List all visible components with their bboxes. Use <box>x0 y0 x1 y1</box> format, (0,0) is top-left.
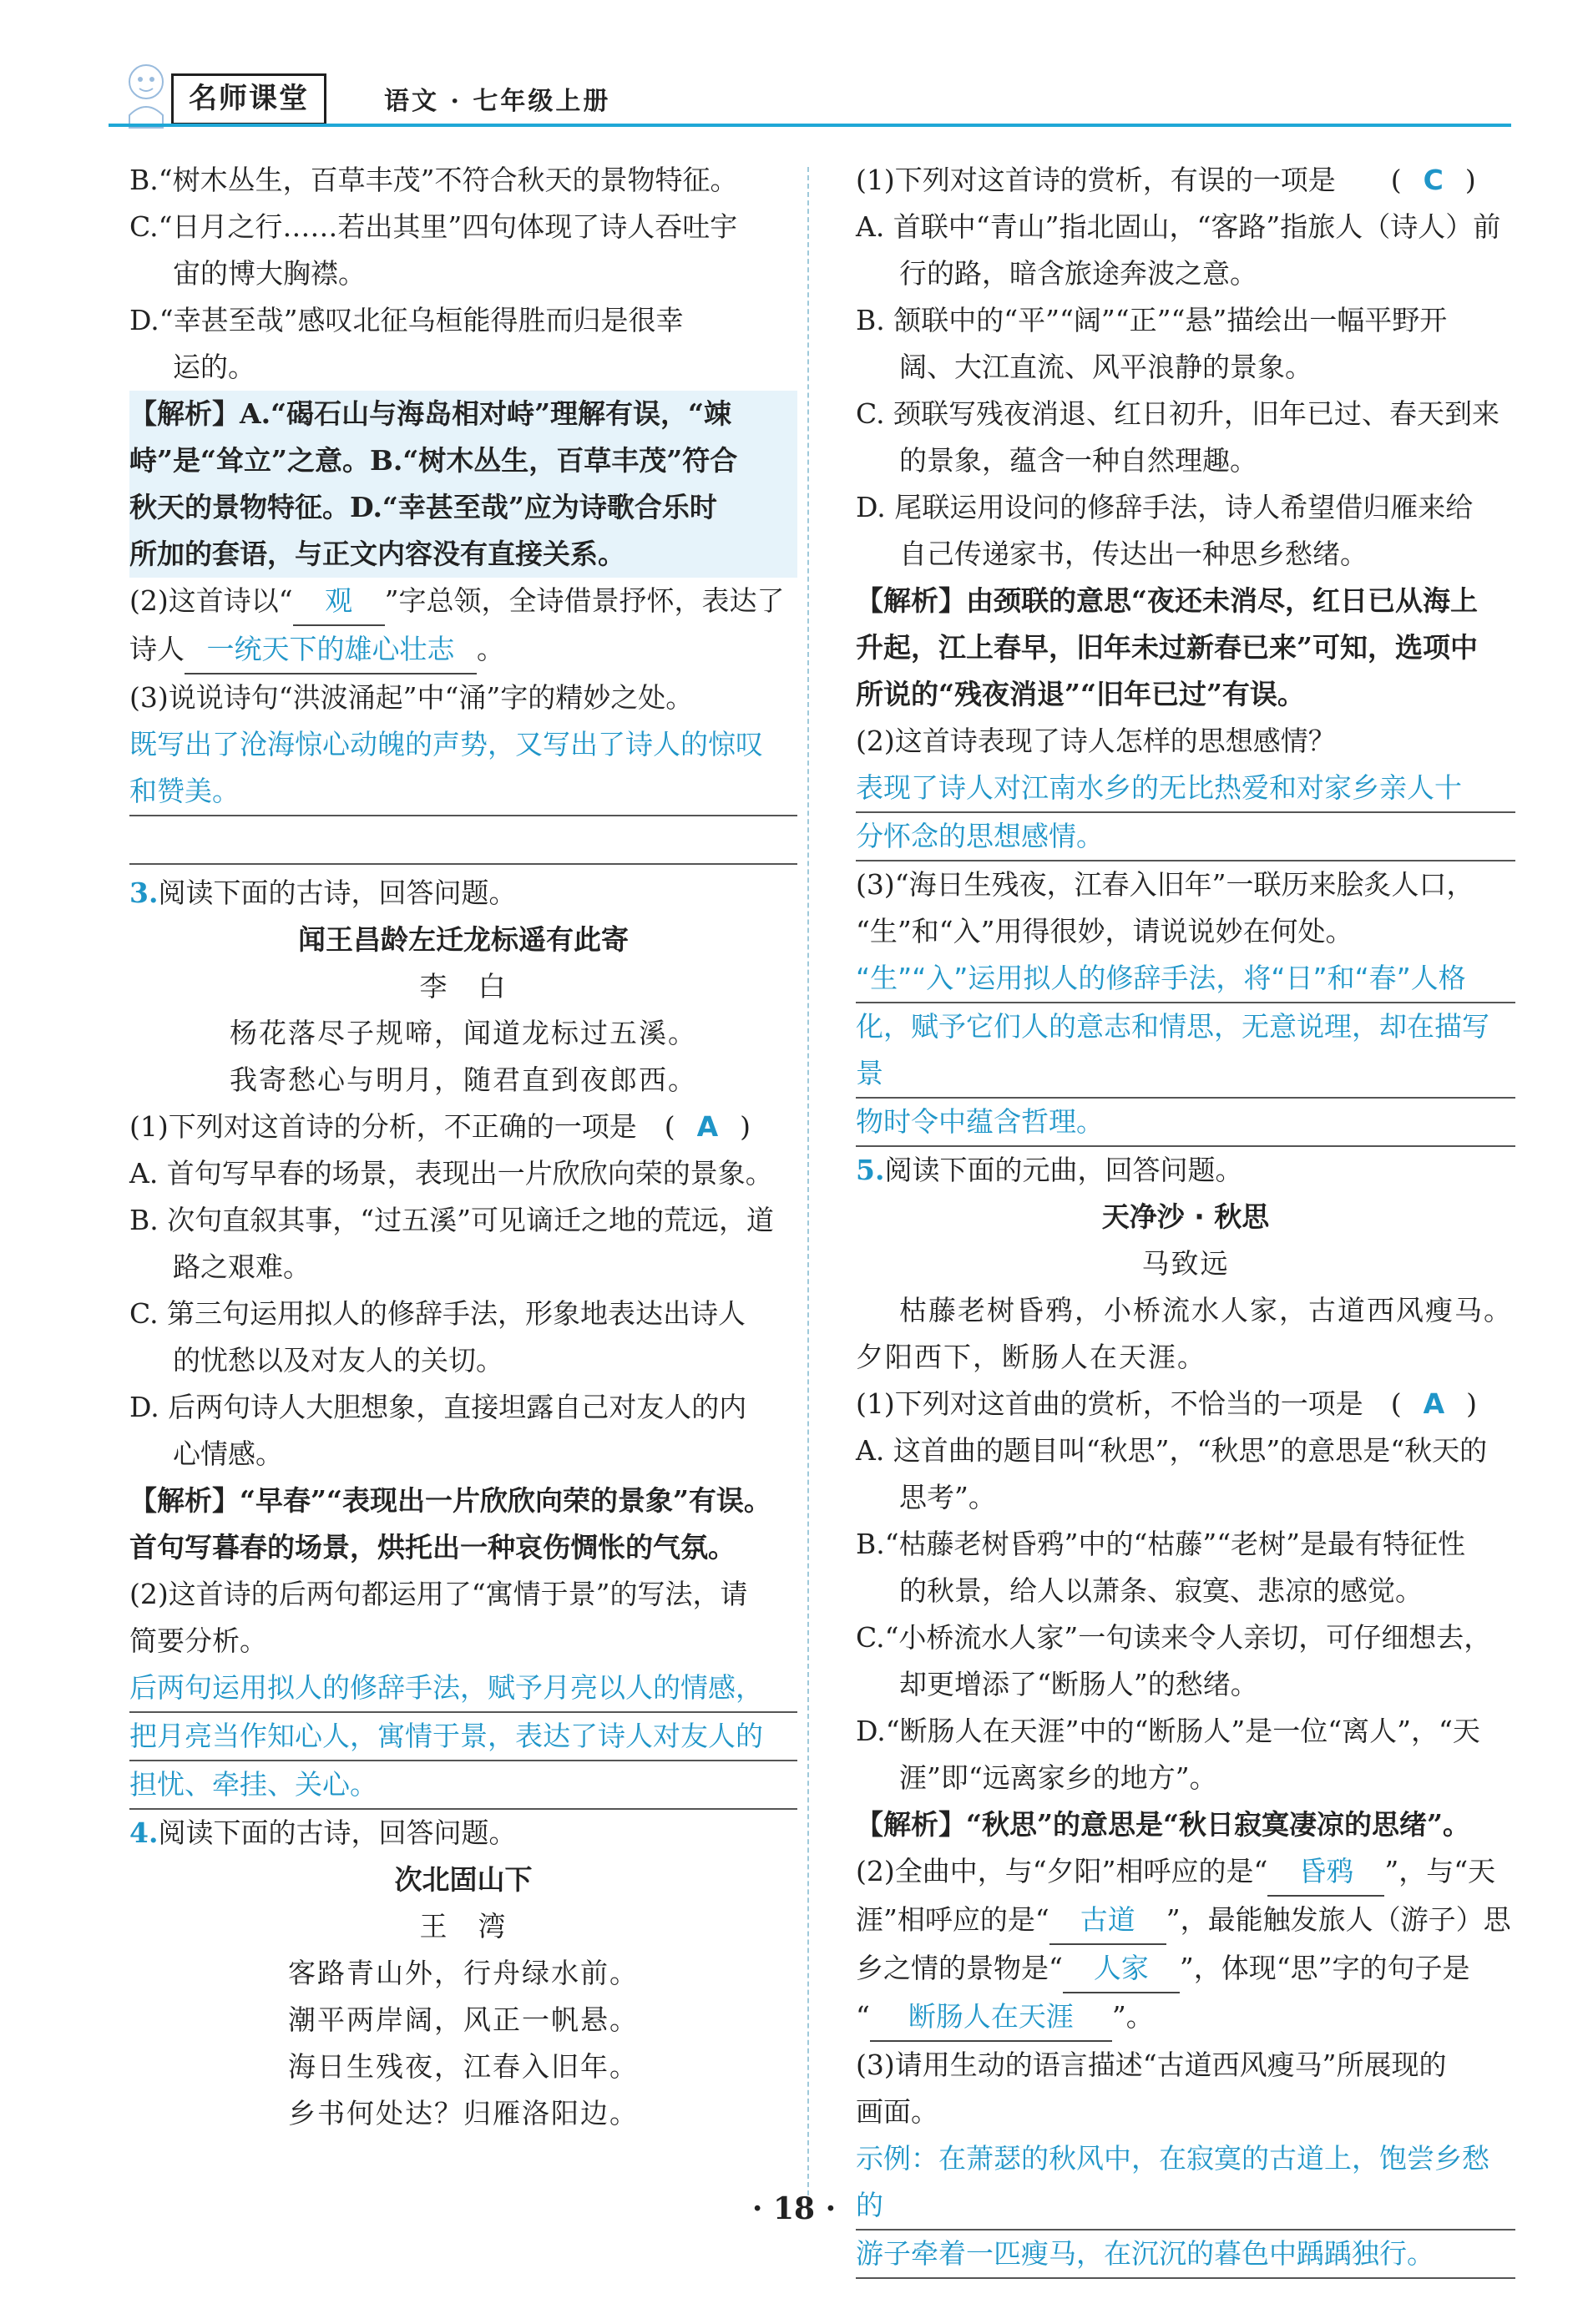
q3-option-b: B. 次句直叙其事，“过五溪”可见谪迁之地的荒远，道 <box>129 1204 774 1236</box>
q5-option-b: B.“枯藤老树昏鸦”中的“枯藤”“老树”是最有特征性 <box>856 1528 1465 1560</box>
q4-sub3-cont: “生”和“入”用得很妙，请说说妙在何处。 <box>856 915 1353 947</box>
poem-line: 客路青山外，行舟绿水前。 <box>288 1957 639 1989</box>
question-number: 3. <box>129 877 159 909</box>
analysis-text: “早春”“表现出一片欣欣向荣的景象”有误。 <box>240 1484 771 1517</box>
analysis-text: 所说的“残夜消退”“旧年已过”有误。 <box>856 678 1305 710</box>
text: 。 <box>477 633 504 665</box>
q3-sub2-answer: 后两句运用拟人的修辞手法，赋予月亮以人的情感， <box>129 1665 797 1713</box>
q3-analysis <box>129 1478 797 1571</box>
q5-option-d: D.“断肠人在天涯”中的“断肠人”是一位“离人”，“天 <box>856 1715 1480 1747</box>
q3-option-b-cont: 路之艰难。 <box>173 1250 311 1283</box>
text: ”，与“天 <box>1384 1855 1496 1887</box>
text: ”，体现“思”字的句子是 <box>1179 1952 1470 1984</box>
q3-sub2-cont: 简要分析。 <box>129 1624 267 1657</box>
q5-sub2 <box>856 1848 1515 1897</box>
q3-sub2: (2)这首诗的后两句都运用了“寓情于景”的写法，请 <box>129 1578 748 1610</box>
q2-option-d: D.“幸甚至哉”感叹北征乌桓能得胜而归是很幸 <box>129 304 684 336</box>
q4-option-b: B. 颔联中的“平”“阔”“正”“悬”描绘出一幅平野开 <box>856 304 1448 336</box>
question-number: 4. <box>129 1816 159 1849</box>
poem-line: 杨花落尽子规啼，闻道龙标过五溪。 <box>230 1017 697 1049</box>
analysis-text: 秋天的景物特征。D.“幸甚至哉”应为诗歌合乐时 <box>129 491 717 523</box>
header-rule <box>109 124 1511 127</box>
text: ”，最能触发旅人（游子）思 <box>1166 1903 1511 1936</box>
q2-option-b: B.“树木丛生，百草丰茂”不符合秋天的景物特征。 <box>129 164 738 196</box>
q5-option-b-cont: 的秋景，给人以萧条、寂寞、悲凉的感觉。 <box>899 1574 1423 1607</box>
text: ”字总领，全诗借景抒怀，表达了 <box>384 584 785 617</box>
q2-option-c: C.“日月之行……若出其里”四句体现了诗人吞吐宇 <box>129 210 738 243</box>
text: (1)下列对这首诗的分析，不正确的一项是 <box>129 1110 637 1143</box>
poem-line: 夕阳西下，断肠人在天涯。 <box>856 1341 1206 1373</box>
analysis-text: 所加的套语，与正文内容没有直接关系。 <box>129 538 625 570</box>
q5-sub3-answer: 游子牵着一匹瘦马，在沉沉的暮色中踽踽独行。 <box>856 2231 1515 2279</box>
analysis-text: 峙”是“耸立”之意。B.“树木丛生，百草丰茂”符合 <box>129 444 738 477</box>
q3-sub2-answer: 把月亮当作知心人，寓情于景，表达了诗人对友人的 <box>129 1713 797 1761</box>
answer-blank: 一统天下的雄心壮志 <box>185 626 477 674</box>
q2-sub2 <box>129 578 797 626</box>
choice-answer: A <box>696 1110 719 1143</box>
text: (1)下列对这首曲的赏析，不恰当的一项是 <box>856 1387 1363 1420</box>
mascot-logo-icon <box>117 57 175 132</box>
analysis-text: A.“碣石山与海岛相对峙”理解有误，“竦 <box>240 397 732 430</box>
text: ”。 <box>1111 2000 1154 2033</box>
answer-rule <box>129 816 797 865</box>
q3-sub1: (1)下列对这首诗的分析，不正确的一项是 ( A ) <box>129 1110 751 1143</box>
q5-analysis <box>856 1801 1515 1848</box>
text: (2)这首诗以“ <box>129 584 293 617</box>
choice-answer: A <box>1423 1387 1445 1420</box>
text: 阅读下面的古诗，回答问题。 <box>158 877 517 909</box>
analysis-tag: 【解析】 <box>129 1484 240 1517</box>
q3-intro <box>129 870 797 917</box>
q2-sub2-cont <box>129 626 797 674</box>
q4-option-a-cont: 行的路，暗含旅途奔波之意。 <box>899 257 1257 290</box>
text: 乡之情的景物是“ <box>856 1952 1063 1984</box>
poem-title: 闻王昌龄左迁龙标遥有此寄 <box>298 923 629 956</box>
q5-sub3-answer: 示例：在萧瑟的秋风中，在寂寞的古道上，饱尝乡愁的 <box>856 2135 1515 2231</box>
poem-author: 马致远 <box>1141 1247 1230 1280</box>
q5-sub3: (3)请用生动的语言描述“古道西风瘦马”所展现的 <box>856 2049 1447 2081</box>
text: 阅读下面的古诗，回答问题。 <box>158 1816 517 1849</box>
q4-option-c: C. 颈联写残夜消退、红日初升，旧年已过、春天到来 <box>856 397 1500 430</box>
q5-sub3-cont: 画面。 <box>856 2095 938 2128</box>
analysis-text: “秋思”的意思是“秋日寂寞凄凉的思绪”。 <box>966 1808 1470 1841</box>
analysis-tag: 【解析】 <box>856 1808 966 1841</box>
q4-option-c-cont: 的景象，蕴含一种自然理趣。 <box>899 444 1257 477</box>
q5-sub1: (1)下列对这首曲的赏析，不恰当的一项是 ( A ) <box>856 1387 1478 1420</box>
answer-blank: 断肠人在天涯 <box>870 1993 1112 2042</box>
q4-option-d: D. 尾联运用设问的修辞手法，诗人希望借归雁来给 <box>856 491 1474 523</box>
subject-title: 语文 · 七年级上册 <box>384 87 611 116</box>
q5-option-c: C.“小桥流水人家”一句读来令人亲切，可仔细想去， <box>856 1621 1492 1654</box>
q2-sub3-answer: 和赞美。 <box>129 768 797 816</box>
page-number: · 18 · <box>751 2191 837 2226</box>
text: 诗人 <box>129 633 185 665</box>
analysis-text: 首句写暮春的场景，烘托出一种哀伤惆怅的气氛。 <box>129 1531 736 1564</box>
choice-answer: C <box>1423 164 1444 196</box>
text: (2)全曲中，与“夕阳”相呼应的是“ <box>856 1855 1268 1887</box>
q3-sub2-answer: 担忧、牵挂、关心。 <box>129 1761 797 1810</box>
left-column <box>129 157 797 2137</box>
poem-author: 李 白 <box>419 970 508 1003</box>
poem-line: 我寄愁心与明月，随君直到夜郎西。 <box>230 1063 697 1096</box>
q4-sub3-answer: 化，赋予它们人的意志和情思，无意说理，却在描写景 <box>856 1003 1515 1099</box>
q5-sub2-cont <box>856 1945 1515 1993</box>
analysis-tag: 【解析】 <box>129 397 240 430</box>
q4-intro <box>129 1810 797 1857</box>
q2-option-d-cont: 运的。 <box>173 351 255 383</box>
text: “ <box>856 2000 870 2033</box>
q2-analysis <box>129 391 797 578</box>
q4-sub3-answer: “生”“入”运用拟人的修辞手法，将“日”和“春”人格 <box>856 955 1515 1003</box>
q5-option-a-cont: 思考”。 <box>899 1481 996 1513</box>
analysis-tag: 【解析】 <box>856 584 966 617</box>
q4-option-b-cont: 阔、大江直流、风平浪静的景象。 <box>899 351 1312 383</box>
analysis-text: 由颈联的意思“夜还未消尽，红日已从海上 <box>966 584 1478 617</box>
q2-sub3: (3)说说诗句“洪波涌起”中“涌”字的精妙之处。 <box>129 681 694 714</box>
q4-sub2-answer: 分怀念的思想感情。 <box>856 813 1515 861</box>
q5-intro <box>856 1147 1515 1194</box>
q3-option-d-cont: 心情感。 <box>173 1437 283 1470</box>
answer-blank: 昏鸦 <box>1267 1848 1384 1897</box>
q4-option-d-cont: 自己传递家书，传达出一种思乡愁绪。 <box>899 538 1368 570</box>
analysis-text: 升起，江上春早，旧年未过新春已来”可知，选项中 <box>856 631 1478 664</box>
poem-line: 乡书何处达？归雁洛阳边。 <box>288 2097 639 2129</box>
text: 阅读下面的元曲，回答问题。 <box>884 1154 1243 1186</box>
question-number: 5. <box>856 1154 885 1186</box>
q4-sub1: (1)下列对这首诗的赏析，有误的一项是 ( C ) <box>856 164 1476 196</box>
poem-line: 海日生残夜，江春入旧年。 <box>288 2050 639 2083</box>
q5-option-a: A. 这首曲的题目叫“秋思”，“秋思”的意思是“秋天的 <box>856 1434 1488 1467</box>
poem-title: 次北固山下 <box>394 1863 533 1896</box>
text: (1)下列对这首诗的赏析，有误的一项是 <box>856 164 1336 196</box>
poem-title: 天净沙 · 秋思 <box>1101 1200 1270 1233</box>
answer-blank: 人家 <box>1063 1945 1180 1993</box>
right-column <box>856 157 1515 2279</box>
q3-option-d: D. 后两句诗人大胆想象，直接坦露自己对友人的内 <box>129 1391 747 1423</box>
q5-sub2-cont <box>856 1993 1515 2042</box>
column-divider <box>807 167 809 2195</box>
q4-analysis <box>856 578 1515 718</box>
q5-option-d-cont: 涯”即“远离家乡的地方”。 <box>899 1761 1217 1794</box>
q3-option-a: A. 首句写早春的场景，表现出一片欣欣向荣的景象。 <box>129 1157 773 1190</box>
q4-option-a: A. 首联中“青山”指北固山，“客路”指旅人（诗人）前 <box>856 210 1501 243</box>
q4-sub3: (3)“海日生残夜，江春入旧年”一联历来脍炙人口， <box>856 868 1474 901</box>
poem-author: 王 湾 <box>419 1910 508 1943</box>
q2-option-c-cont: 宙的博大胸襟。 <box>173 257 366 290</box>
q3-option-c-cont: 的忧愁以及对友人的关切。 <box>173 1344 503 1377</box>
q5-sub2-cont <box>856 1897 1515 1945</box>
answer-blank: 古道 <box>1049 1897 1166 1945</box>
q4-sub3-answer: 物时令中蕴含哲理。 <box>856 1099 1515 1147</box>
brand-box: 名师课堂 <box>171 73 326 125</box>
q4-sub2-answer: 表现了诗人对江南水乡的无比热爱和对家乡亲人十 <box>856 765 1515 813</box>
q4-sub2: (2)这首诗表现了诗人怎样的思想感情？ <box>856 725 1336 757</box>
q3-option-c: C. 第三句运用拟人的修辞手法，形象地表达出诗人 <box>129 1297 746 1330</box>
poem-line: 枯藤老树昏鸦，小桥流水人家，古道西风瘦马。 <box>899 1294 1513 1326</box>
q5-option-c-cont: 却更增添了“断肠人”的愁绪。 <box>899 1668 1258 1700</box>
page-header <box>109 73 1511 132</box>
text: 涯”相呼应的是“ <box>856 1903 1049 1936</box>
answer-blank: 观 <box>293 578 385 626</box>
q2-sub3-answer: 既写出了沧海惊心动魄的声势，又写出了诗人的惊叹 <box>129 728 763 760</box>
poem-line: 潮平两岸阔，风正一帆悬。 <box>288 2003 639 2036</box>
